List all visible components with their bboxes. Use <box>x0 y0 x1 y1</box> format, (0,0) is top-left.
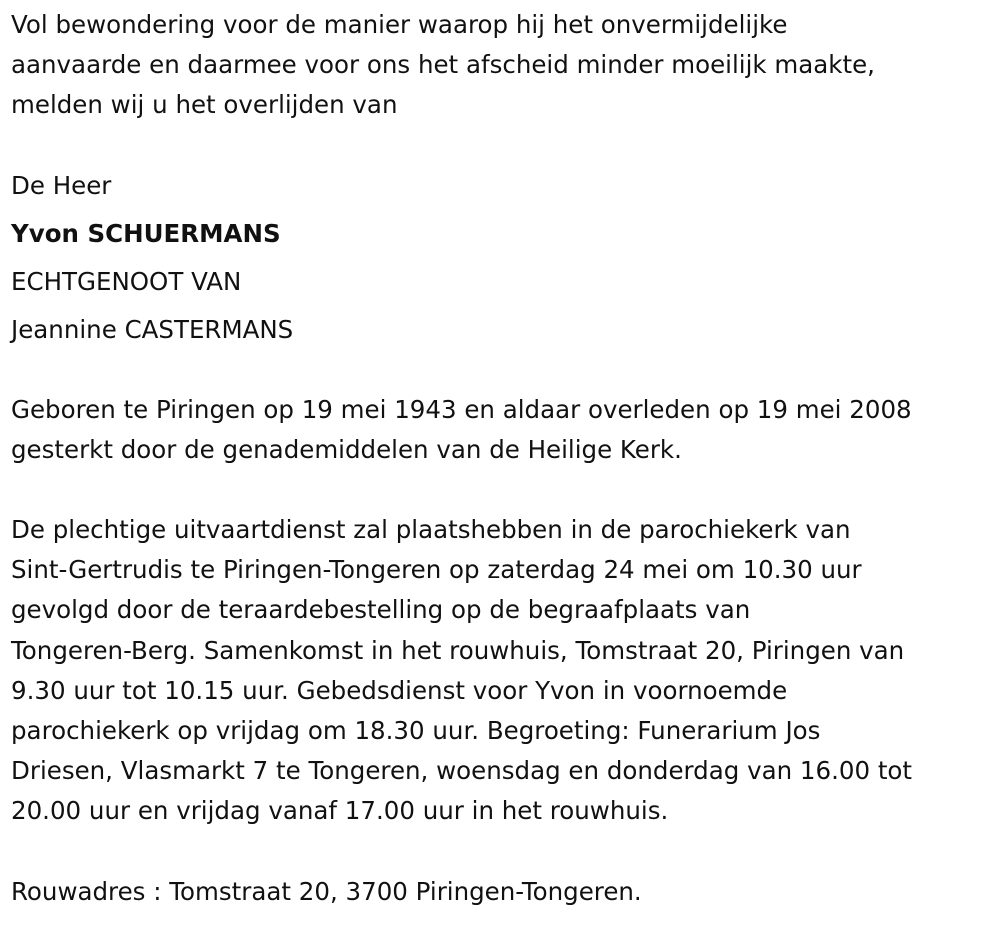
intro-paragraph: Vol bewondering voor de manier waarop hij het onvermijdelijke aanvaarde en daarmee voor ons het afscheid minder moeilijk maakte, melden wij u het overlijden van <box>11 10 875 120</box>
funeral-info-paragraph: De plechtige uitvaartdienst zal plaatshebben in de parochiekerk van Sint-Gertrudis te Piringen-Tongeren op zaterdag 24 mei om 10.30 uur gevolgd door de teraardebestelling op de begraafplaats van Tongeren-Berg. Samenkomst in het rouwhuis, Tomstraat 20, Piringen van 9.30 uur tot 10.15 uur. Gebedsdienst voor Yvon in voornoemde parochiekerk op vrijdag om 18.30 uur. Begroeting: Funerarium Jos Driesen, Vlasmarkt 7 te Tongeren, woensdag en donderdag van 16.00 tot 20.00 uur en vrijdag vanaf 17.00 uur in het rouwhuis. <box>11 515 913 826</box>
deceased-block <box>11 162 996 354</box>
birth-death-paragraph: Geboren te Piringen op 19 mei 1943 en aldaar overleden op 19 mei 2008 gesterkt door de genademiddelen van de Heilige Kerk. <box>11 394 912 464</box>
obituary-notice <box>11 5 996 912</box>
deceased-name: Yvon SCHUERMANS <box>11 218 281 248</box>
spacer <box>11 470 996 510</box>
spacer <box>11 832 996 872</box>
spacer <box>11 126 996 166</box>
spouse-name: Jeannine CASTERMANS <box>11 314 294 344</box>
mourning-address: Rouwadres : Tomstraat 20, 3700 Piringen-Tongeren. <box>11 876 642 906</box>
spacer <box>11 350 996 390</box>
relation-line: ECHTGENOOT VAN <box>11 266 242 296</box>
title-line: De Heer <box>11 170 112 200</box>
